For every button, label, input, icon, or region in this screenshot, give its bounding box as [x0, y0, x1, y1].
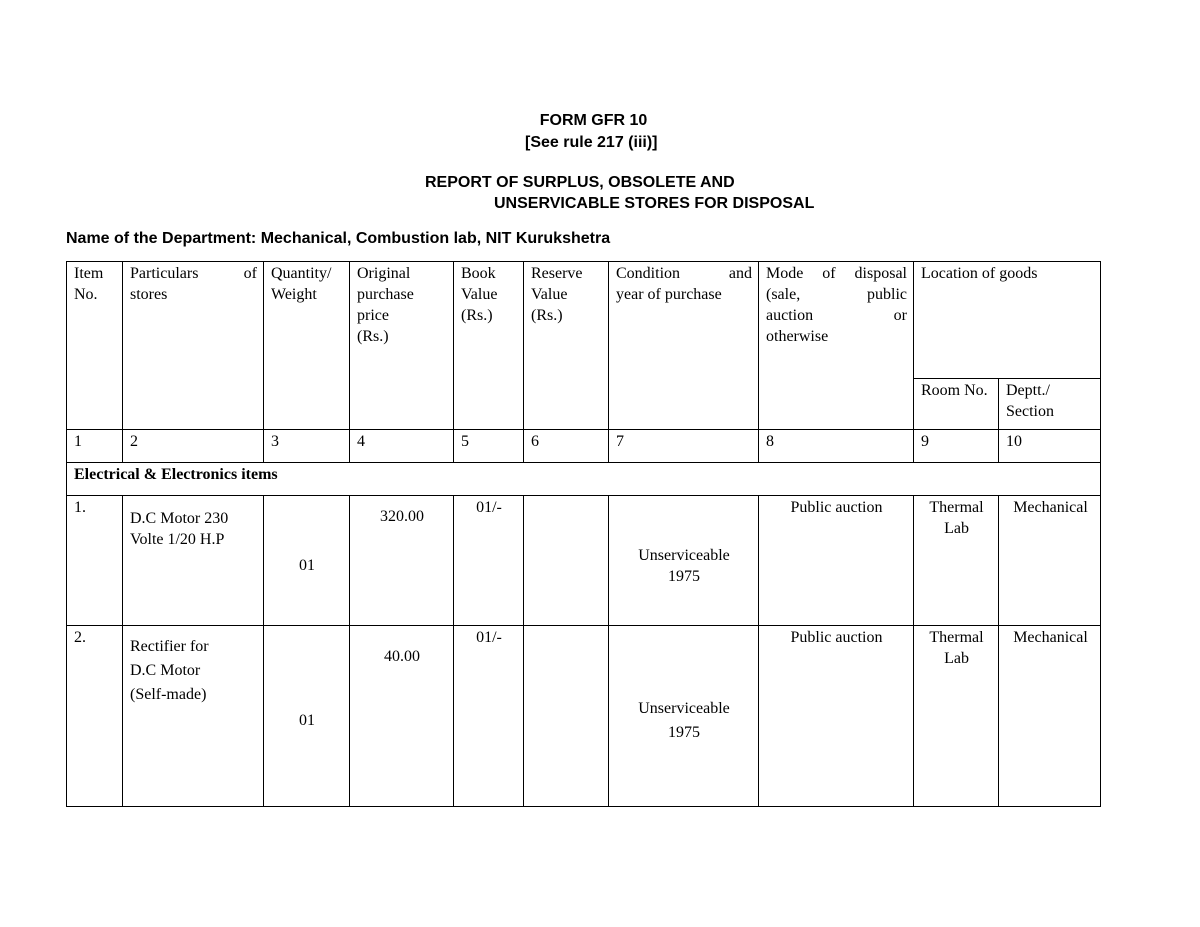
book-value-cell: 01/-	[454, 496, 524, 626]
original-price-cell: 320.00	[350, 496, 454, 626]
section-heading-row	[67, 463, 1101, 496]
form-title: FORM GFR 10	[539, 112, 648, 129]
column-number: 1	[67, 430, 123, 463]
header-condition: Condition and year of purchase	[609, 262, 759, 430]
header-quantity: Quantity/ Weight	[264, 262, 350, 430]
mode-of-disposal-cell: Public auction	[759, 626, 914, 807]
header-room-no: Room No.	[914, 379, 999, 430]
header-item-no: Item No.	[67, 262, 123, 430]
header-book-value: Book Value (Rs.)	[454, 262, 524, 430]
column-number: 9	[914, 430, 999, 463]
header-reserve-value: Reserve Value (Rs.)	[524, 262, 609, 430]
quantity-cell: 01	[264, 626, 350, 807]
book-value-cell: 01/-	[454, 626, 524, 807]
header-location-of-goods: Location of goods	[914, 262, 1101, 379]
table-row	[67, 626, 1101, 807]
condition-cell: Unserviceable 1975	[609, 496, 759, 626]
report-title-line-1: REPORT OF SURPLUS, OBSOLETE AND	[425, 174, 735, 191]
disposal-table	[66, 261, 1101, 807]
header-row	[67, 262, 1101, 379]
header-original-price: Original purchase price (Rs.)	[350, 262, 454, 430]
original-price-cell: 40.00	[350, 626, 454, 807]
particulars-cell: Rectifier for D.C Motor (Self-made)	[123, 626, 264, 807]
column-number: 2	[123, 430, 264, 463]
room-cell: Thermal Lab	[914, 626, 999, 807]
column-number: 7	[609, 430, 759, 463]
section-heading: Electrical & Electronics items	[67, 463, 1101, 496]
column-number: 8	[759, 430, 914, 463]
reserve-value-cell	[524, 626, 609, 807]
column-number: 6	[524, 430, 609, 463]
column-number: 10	[999, 430, 1101, 463]
room-cell: Thermal Lab	[914, 496, 999, 626]
reserve-value-cell	[524, 496, 609, 626]
mode-of-disposal-cell: Public auction	[759, 496, 914, 626]
department-line: Name of the Department: Mechanical, Combustion lab, NIT Kurukshetra	[66, 230, 611, 247]
column-number: 5	[454, 430, 524, 463]
item-no-cell: 2.	[67, 626, 123, 807]
table-row	[67, 496, 1101, 626]
column-number-row	[67, 430, 1101, 463]
header-section: Deptt./ Section	[999, 379, 1101, 430]
item-no-cell: 1.	[67, 496, 123, 626]
header-particulars: Particulars of stores	[123, 262, 264, 430]
header-mode-of-disposal: Mode of disposal (sale, public auction or otherwise	[759, 262, 914, 430]
column-number: 3	[264, 430, 350, 463]
quantity-cell: 01	[264, 496, 350, 626]
section-cell: Mechanical	[999, 626, 1101, 807]
section-cell: Mechanical	[999, 496, 1101, 626]
column-number: 4	[350, 430, 454, 463]
condition-cell: Unserviceable 1975	[609, 626, 759, 807]
report-title-line-2: UNSERVICABLE STORES FOR DISPOSAL	[494, 195, 815, 212]
particulars-cell: D.C Motor 230 Volte 1/20 H.P	[123, 496, 264, 626]
rule-reference: [See rule 217 (iii)]	[525, 134, 658, 151]
